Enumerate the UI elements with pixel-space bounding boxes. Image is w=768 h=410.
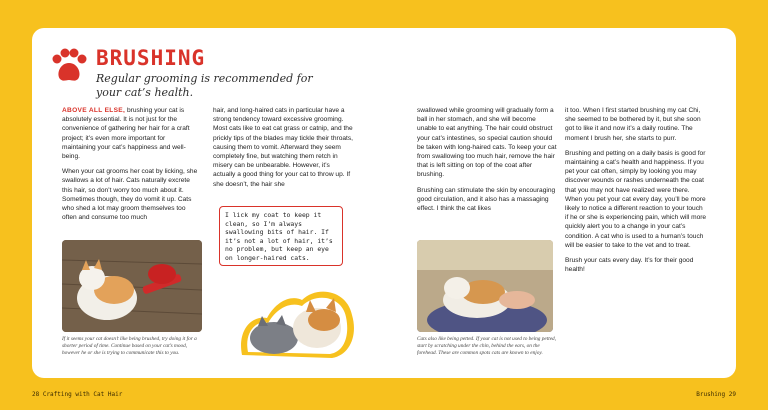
text-column-4 [565,106,707,280]
text-column-2 [213,106,353,195]
paragraph: hair, and long-haired cats in particular have a strong tendency toward excessive grooming. Most cats like to eat cat grass or catnip, and the prickly tips of the blades may tickle their throats, causing them to vomit. Afterward they seem completely fine, but watching them retch in misery can be unbearable. However, it’s actually a good thing for your cat to throw up. If she doesn’t, the hair she [213,107,353,188]
text-column-3 [417,106,557,219]
paragraph: swallowed while grooming will gradually form a ball in her stomach, and she will become unable to eat anything. The hair could obstruct your cat’s intestines, so special caution should be taken with long-haired cats. To keep your cat from swallowing too much hair, remove the hair that is left sitting on top of the coat after brushing. [417,107,557,179]
paw-print-icon [48,46,90,88]
speech-bubble: I lick my coat to keep it clean, so I’m always swallowing bits of hair. If it’s not a lot of hair, it’s no problem, but keep an eye on longer-haired cats. [219,206,343,266]
cat-petting-photo [417,240,553,332]
photo-caption-left: If it seems your cat doesn’t like being brushed, try doing it for a shorter period of time. Continue based on your cat’s mood, however he or she is trying to communicate this to you. [62,336,197,357]
paragraph-text: brushing your cat is absolutely essential. It is not just for the convenience of gathering her hair for a craft project; it’s even more important for maintaining your cat’s happiness and well-being. [62,107,190,161]
page-title: BRUSHING [96,46,206,70]
paragraph: it too. When I first started brushing my cat Chi, she seemed to be bothered by it, but she soon got to like it and now it’s a daily routine. The moment I brush her, she starts to purr. [565,107,701,142]
lead-in: ABOVE ALL ELSE, [62,107,126,114]
cat-brushing-photo [62,240,202,332]
text-column-1 [62,106,200,228]
cat-petting-illustration [417,240,553,332]
paragraph: Brushing can stimulate the skin by encouraging good circulation, and it also has a massaging effect. I think the cat likes [417,186,556,213]
cat-brushing-illustration [62,240,202,332]
paragraph: Brush your cats every day. It’s for their good health! [565,257,694,274]
photo-caption-right: Cats also like being petted. If your cat is not used to being petted, start by scratching under the chin, behind the ears, on the forehead. These are common spots cats are known to enjoy. [417,336,557,357]
two-cats-cutout [232,260,362,360]
paragraph [62,106,200,161]
page-footer-right: Brushing 29 [696,391,736,398]
page-subtitle: Regular grooming is recommended for your cat’s health. [96,72,313,99]
paragraph: Brushing and petting on a daily basis is good for maintaining a cat’s health and happiness. If you pet your cat often, simply by looking you may discover wounds or rashes underneath the coat that you may not have realized were there. When you pet your cat every day, you’ll be more likely to notice a different reaction to your touch if he or she is experiencing pain, which will more quickly alert you to a change in your cat’s condition. A cat who is used to a human’s touch will be easier to take to the vet and to treat. [565,149,707,249]
book-spread [32,28,736,378]
paragraph: When your cat grooms her coat by licking, she swallows a lot of hair. Cats naturally excrete this hair, so don’t worry too much about it. Sometimes though, they do vomit it up. Cats who shed a lot may groom themselves too often and consume too much [62,168,198,222]
page-footer-left: 28 Crafting with Cat Hair [32,391,123,398]
